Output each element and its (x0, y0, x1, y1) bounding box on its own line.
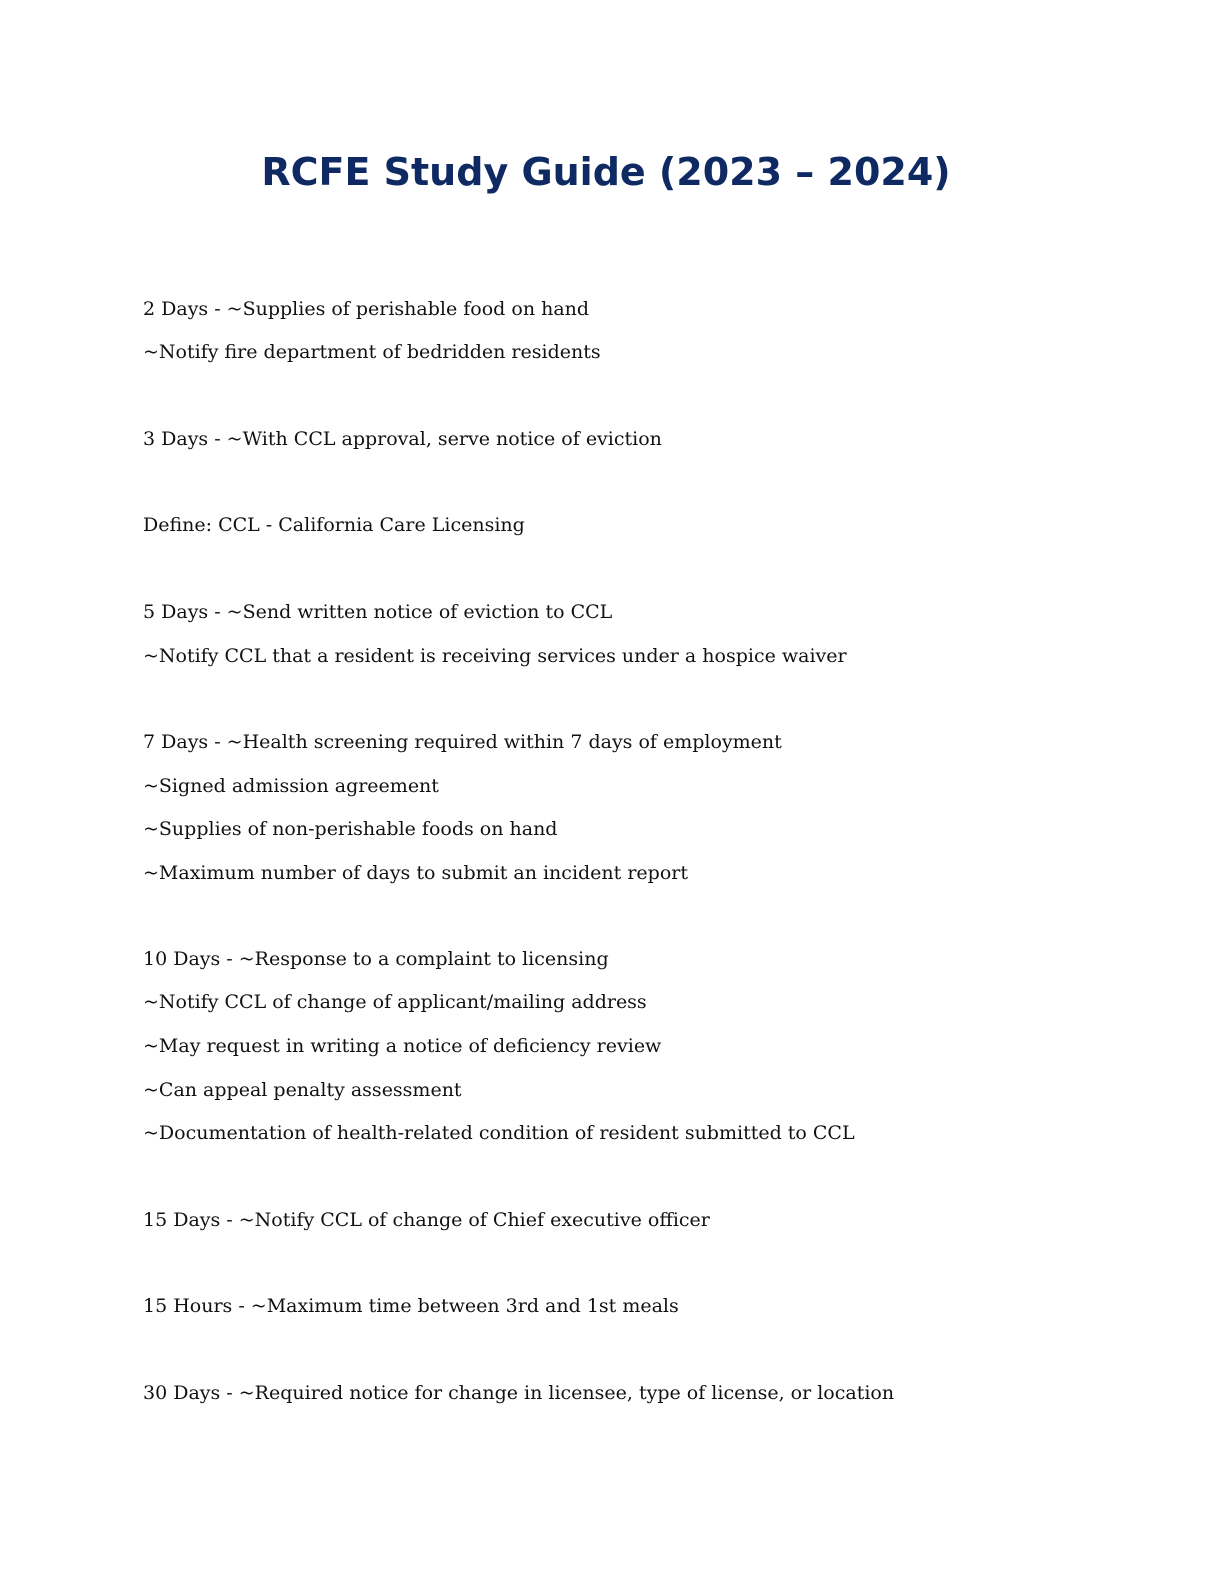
entry-2-days-perishable-food: 2 Days - ~Supplies of perishable food on hand (143, 298, 590, 320)
entry-15-hours-meal-interval: 15 Hours - ~Maximum time between 3rd and 1st meals (143, 1295, 679, 1317)
entry-7-days-admission-agreement: ~Signed admission agreement (143, 775, 439, 797)
entry-10-days-health-documentation: ~Documentation of health-related condition of resident submitted to CCL (143, 1122, 855, 1144)
definition-ccl: Define: CCL - California Care Licensing (143, 514, 525, 536)
entry-10-days-deficiency-review: ~May request in writing a notice of deficiency review (143, 1035, 662, 1057)
entry-10-days-complaint-response: 10 Days - ~Response to a complaint to licensing (143, 948, 609, 970)
entry-2-days-bedridden-residents: ~Notify fire department of bedridden residents (143, 341, 601, 363)
entry-5-days-hospice-waiver: ~Notify CCL that a resident is receiving services under a hospice waiver (143, 645, 847, 667)
entry-3-days-eviction-notice: 3 Days - ~With CCL approval, serve notice of eviction (143, 428, 662, 450)
document-title: RCFE Study Guide (2023 – 2024) (261, 150, 951, 194)
entry-7-days-health-screening: 7 Days - ~Health screening required within 7 days of employment (143, 731, 782, 753)
entry-10-days-address-change: ~Notify CCL of change of applicant/mailing address (143, 991, 647, 1013)
entry-7-days-non-perishable-foods: ~Supplies of non-perishable foods on hand (143, 818, 558, 840)
entry-5-days-written-eviction: 5 Days - ~Send written notice of eviction to CCL (143, 601, 613, 623)
entry-7-days-incident-report: ~Maximum number of days to submit an incident report (143, 862, 688, 884)
entry-15-days-ceo-change: 15 Days - ~Notify CCL of change of Chief executive officer (143, 1209, 710, 1231)
entry-30-days-licensee-change: 30 Days - ~Required notice for change in licensee, type of license, or location (143, 1382, 895, 1404)
entry-10-days-penalty-appeal: ~Can appeal penalty assessment (143, 1079, 462, 1101)
